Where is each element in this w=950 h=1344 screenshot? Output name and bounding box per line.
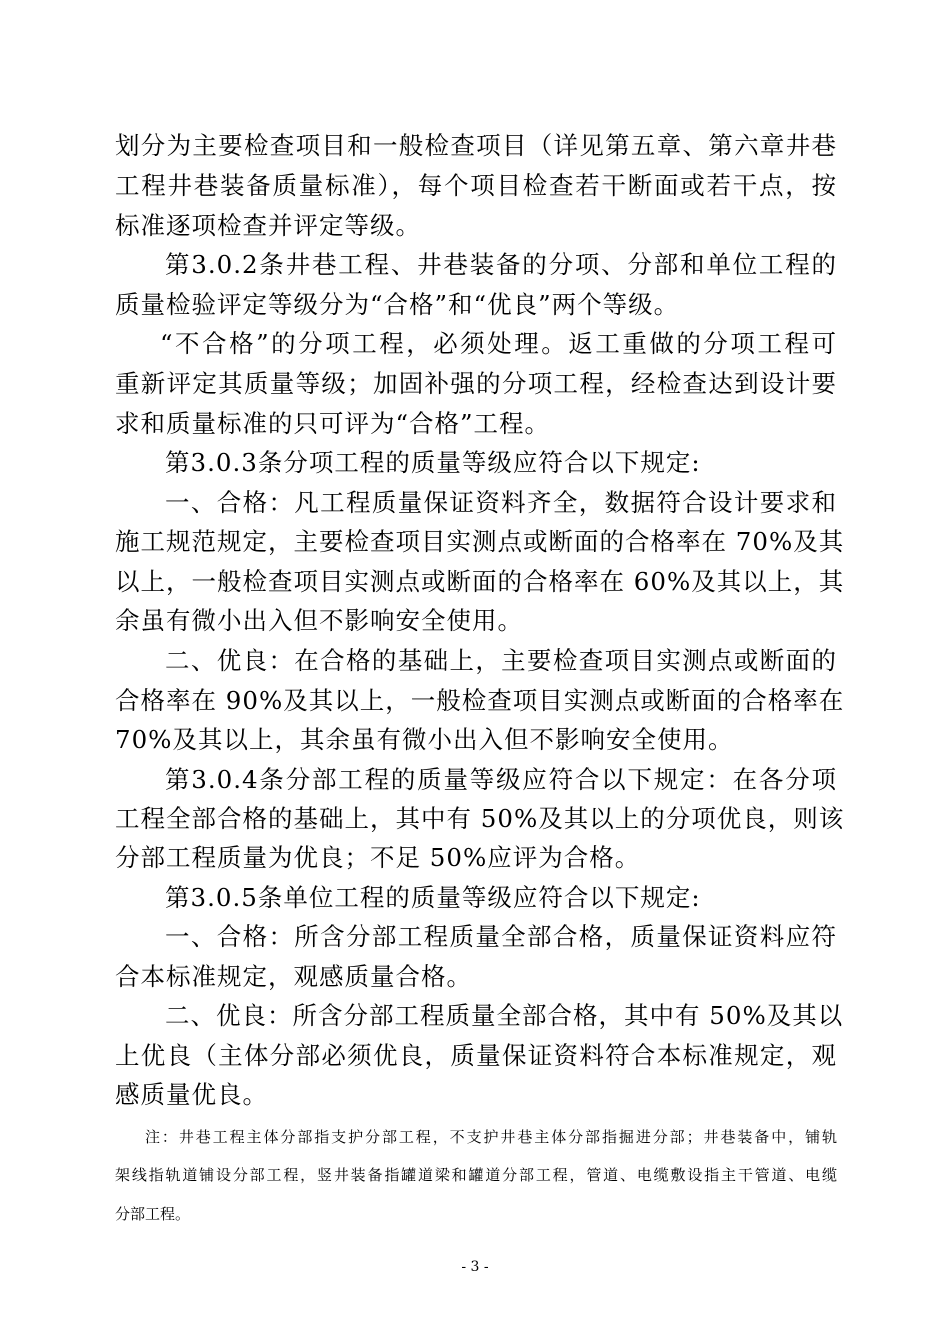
footnote-line: 分部工程。 — [115, 1205, 191, 1223]
body-line: 二、优良：在合格的基础上，主要检查项目实测点或断面的 — [165, 646, 837, 675]
body-line: 工程全部合格的基础上，其中有 50%及其以上的分项优良，则该 — [115, 804, 845, 833]
body-line: 以上，一般检查项目实测点或断面的合格率在 60%及其以上，其 — [115, 567, 845, 596]
body-line: 合本标准规定，观感质量合格。 — [115, 962, 472, 991]
body-line: 重新评定其质量等级；加固补强的分项工程，经检查达到设计要 — [115, 369, 837, 398]
body-line: 余虽有微小出入但不影响安全使用。 — [115, 606, 523, 635]
article-3-0-5-heading: 第3.0.5条单位工程的质量等级应符合以下规定: — [165, 883, 701, 912]
body-line: 上优良（主体分部必须优良，质量保证资料符合本标准规定，观 — [115, 1041, 837, 1070]
body-line: 质量检验评定等级分为“合格”和“优良”两个等级。 — [115, 290, 680, 319]
body-line: 感质量优良。 — [115, 1080, 268, 1109]
body-line: 二、优良：所含分部工程质量全部合格，其中有 50%及其以 — [165, 1001, 844, 1030]
body-line: “不合格”的分项工程，必须处理。返工重做的分项工程可 — [160, 329, 837, 358]
body-line: 求和质量标准的只可评为“合格”工程。 — [115, 409, 551, 438]
article-3-0-2-heading: 第3.0.2条井巷工程、井巷装备的分项、分部和单位工程的 — [165, 250, 837, 279]
body-line: 合格率在 90%及其以上，一般检查项目实测点或断面的合格率在 — [115, 686, 845, 715]
body-line: 标准逐项检查并评定等级。 — [115, 211, 421, 240]
footnote-line: 注：井巷工程主体分部指支护分部工程，不支护井巷主体分部指掘进分部；井巷装备中，铺轨 — [145, 1128, 837, 1146]
body-line: 分部工程质量为优良；不足 50%应评为合格。 — [115, 843, 641, 872]
footnote-line: 架线指轨道铺设分部工程，竖井装备指罐道梁和罐道分部工程，管道、电缆敷设指主干管道、电缆 — [115, 1166, 837, 1184]
body-line: 划分为主要检查项目和一般检查项目（详见第五章、第六章井巷 — [115, 131, 837, 160]
body-line: 施工规范规定，主要检查项目实测点或断面的合格率在 70%及其 — [115, 527, 845, 556]
article-3-0-3-heading: 第3.0.3条分项工程的质量等级应符合以下规定: — [165, 448, 701, 477]
body-line: 一、合格：凡工程质量保证资料齐全，数据符合设计要求和 — [165, 488, 837, 517]
body-line: 工程井巷装备质量标准），每个项目检查若干断面或若干点，按 — [115, 171, 837, 200]
article-3-0-4-heading: 第3.0.4条分部工程的质量等级应符合以下规定：在各分项 — [165, 765, 837, 794]
body-line: 一、合格：所含分部工程质量全部合格，质量保证资料应符 — [165, 922, 837, 951]
body-line: 70%及其以上，其余虽有微小出入但不影响安全使用。 — [115, 725, 734, 754]
page-number: - 3 - — [461, 1259, 489, 1275]
